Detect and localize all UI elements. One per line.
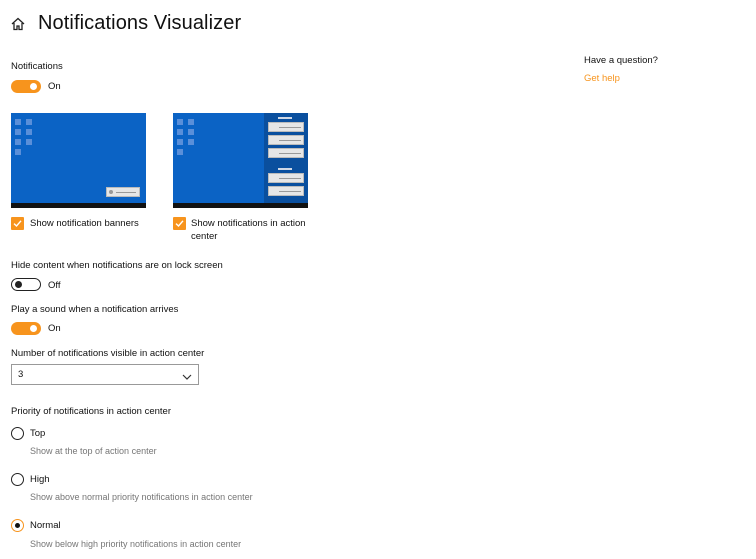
notifications-label: Notifications bbox=[11, 61, 63, 72]
lock-screen-toggle[interactable] bbox=[11, 278, 41, 291]
visible-count-dropdown[interactable] bbox=[11, 364, 199, 385]
show-in-action-center-label: Show notifications in action center bbox=[191, 218, 306, 242]
page-title: Notifications Visualizer bbox=[38, 12, 242, 34]
priority-high-radio[interactable] bbox=[11, 473, 24, 486]
priority-top-label: Top bbox=[30, 428, 46, 439]
show-in-action-center-checkbox[interactable] bbox=[173, 217, 186, 230]
banner-toast bbox=[106, 187, 140, 197]
chevron-down-icon bbox=[182, 369, 192, 387]
sound-toggle[interactable] bbox=[11, 322, 41, 335]
show-banners-label: Show notification banners bbox=[30, 218, 139, 229]
priority-normal-radio[interactable] bbox=[11, 519, 24, 532]
notifications-state: On bbox=[48, 81, 61, 92]
visible-count-value: 3 bbox=[18, 369, 24, 380]
priority-top-radio[interactable] bbox=[11, 427, 24, 440]
toggle-knob bbox=[15, 281, 22, 288]
priority-high-label: High bbox=[30, 474, 50, 485]
priority-high-description: Show above normal priority notifications in action center bbox=[30, 492, 253, 502]
help-question: Have a question? bbox=[584, 55, 658, 66]
priority-normal-description: Show below high priority notifications in action center bbox=[30, 539, 242, 549]
priority-label: Priority of notifications in action center bbox=[11, 406, 171, 417]
toggle-knob bbox=[30, 83, 37, 90]
lock-screen-label: Hide content when notifications are on lock screen bbox=[11, 260, 223, 271]
action-center-panel bbox=[264, 113, 308, 203]
lock-screen-state: Off bbox=[48, 280, 61, 291]
notifications-toggle[interactable] bbox=[11, 80, 41, 93]
show-banners-checkbox[interactable] bbox=[11, 217, 24, 230]
home-icon[interactable] bbox=[10, 16, 26, 32]
action-center-preview-image bbox=[173, 113, 308, 208]
banner-preview-image bbox=[11, 113, 146, 208]
sound-state: On bbox=[48, 323, 61, 334]
priority-normal-label: Normal bbox=[30, 520, 61, 531]
page-header bbox=[10, 12, 241, 35]
sound-label: Play a sound when a notification arrives bbox=[11, 304, 179, 315]
priority-top-description: Show at the top of action center bbox=[30, 446, 157, 456]
visible-count-label: Number of notifications visible in action center bbox=[11, 348, 205, 359]
toggle-knob bbox=[30, 325, 37, 332]
get-help-link[interactable]: Get help bbox=[584, 73, 620, 84]
